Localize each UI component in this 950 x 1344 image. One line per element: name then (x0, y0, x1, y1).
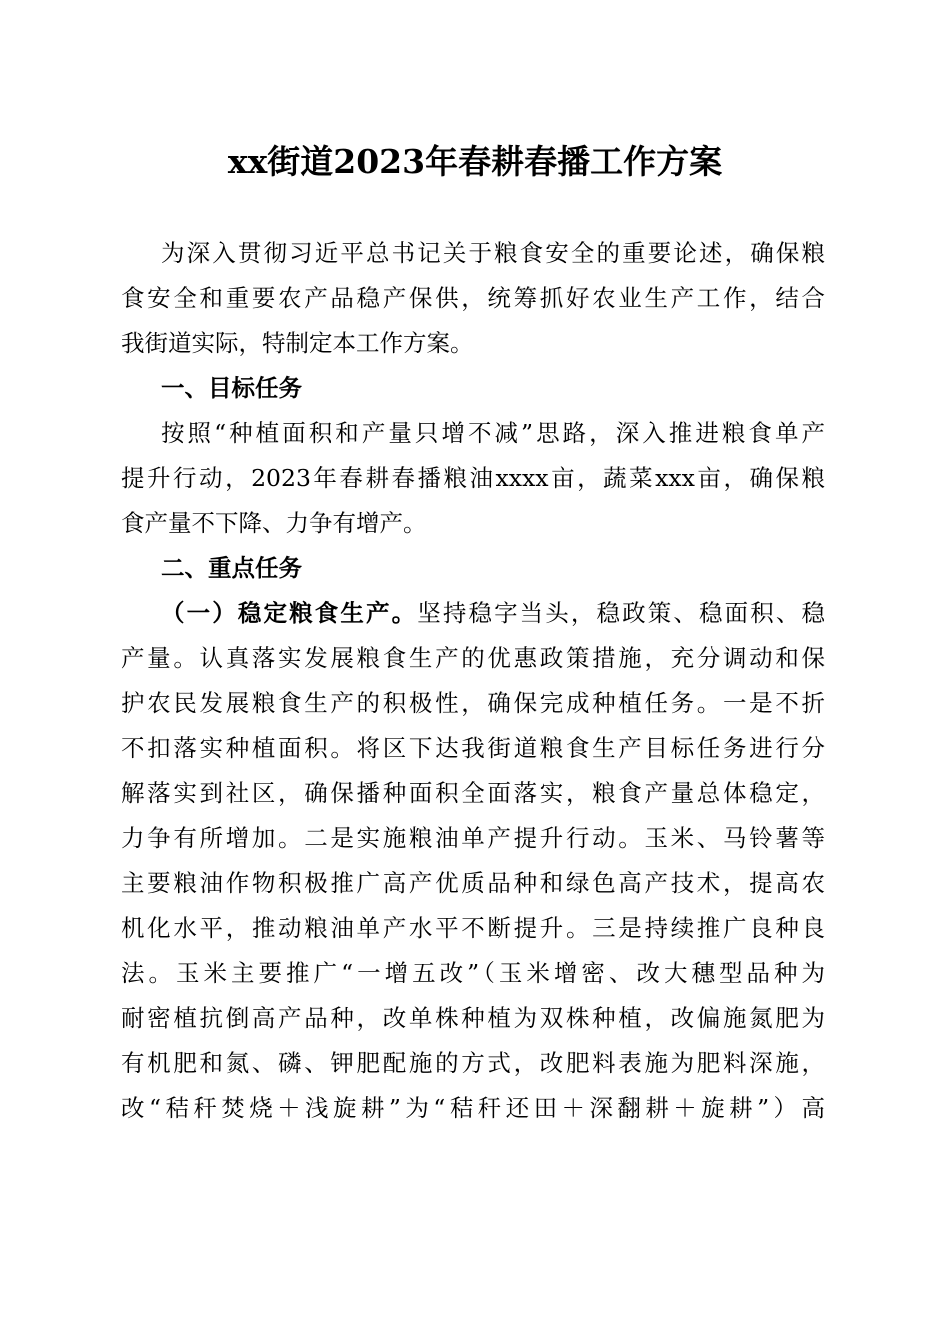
section-heading-goals: 一、目标任务 (161, 374, 302, 402)
section2-line: 力争有所增加。二是实施粮油单产提升行动。玉米、马铃薯等 (121, 824, 825, 852)
document-body (121, 231, 825, 1131)
section2-line: 不扣落实种植面积。将区下达我街道粮食生产目标任务进行分 (121, 734, 825, 762)
section2-line: 法。玉米主要推广“一增五改”（玉米增密、改大穗型品种为 (121, 959, 825, 987)
document-title: xx街道2023年春耕春播工作方案 (227, 142, 723, 181)
intro-line: 我街道实际，特制定本工作方案。 (121, 329, 474, 357)
section2-line: 主要粮油作物积极推广高产优质品种和绿色高产技术，提高农 (121, 869, 825, 897)
intro-line: 为深入贯彻习近平总书记关于粮食安全的重要论述，确保粮 (161, 239, 825, 267)
section2-line: 改“秸秆焚烧＋浅旋耕”为“秸秆还田＋深翻耕＋旋耕”）高 (121, 1094, 825, 1122)
section2-line: 耐密植抗倒高产品种，改单株种植为双株种植，改偏施氮肥为 (121, 1004, 825, 1032)
section1-line: 按照“种植面积和产量只增不减”思路，深入推进粮食单产 (161, 419, 825, 447)
subsection-label: （一）稳定粮食生产。 (161, 599, 418, 627)
section2-line: 机化水平，推动粮油单产水平不断提升。三是持续推广良种良 (121, 914, 825, 942)
section1-line: 提升行动，2023年春耕春播粮油xxxx亩，蔬菜xxx亩，确保粮 (121, 464, 825, 492)
section2-sub1-first-line (121, 591, 825, 636)
section2-line: 解落实到社区，确保播种面积全面落实，粮食产量总体稳定， (121, 779, 825, 807)
section2-line: 有机肥和氮、磷、钾肥配施的方式，改肥料表施为肥料深施， (121, 1049, 825, 1077)
section2-line: 护农民发展粮食生产的积极性，确保完成种植任务。一是不折 (121, 689, 825, 717)
subsection-first-text: 坚持稳字当头，稳政策、稳面积、稳 (417, 599, 826, 627)
section1-line: 食产量不下降、力争有增产。 (121, 509, 427, 537)
intro-line: 食安全和重要农产品稳产保供，统筹抓好农业生产工作，结合 (121, 284, 825, 312)
section2-line: 产量。认真落实发展粮食生产的优惠政策措施，充分调动和保 (121, 644, 825, 672)
section-heading-key-tasks: 二、重点任务 (161, 554, 302, 582)
